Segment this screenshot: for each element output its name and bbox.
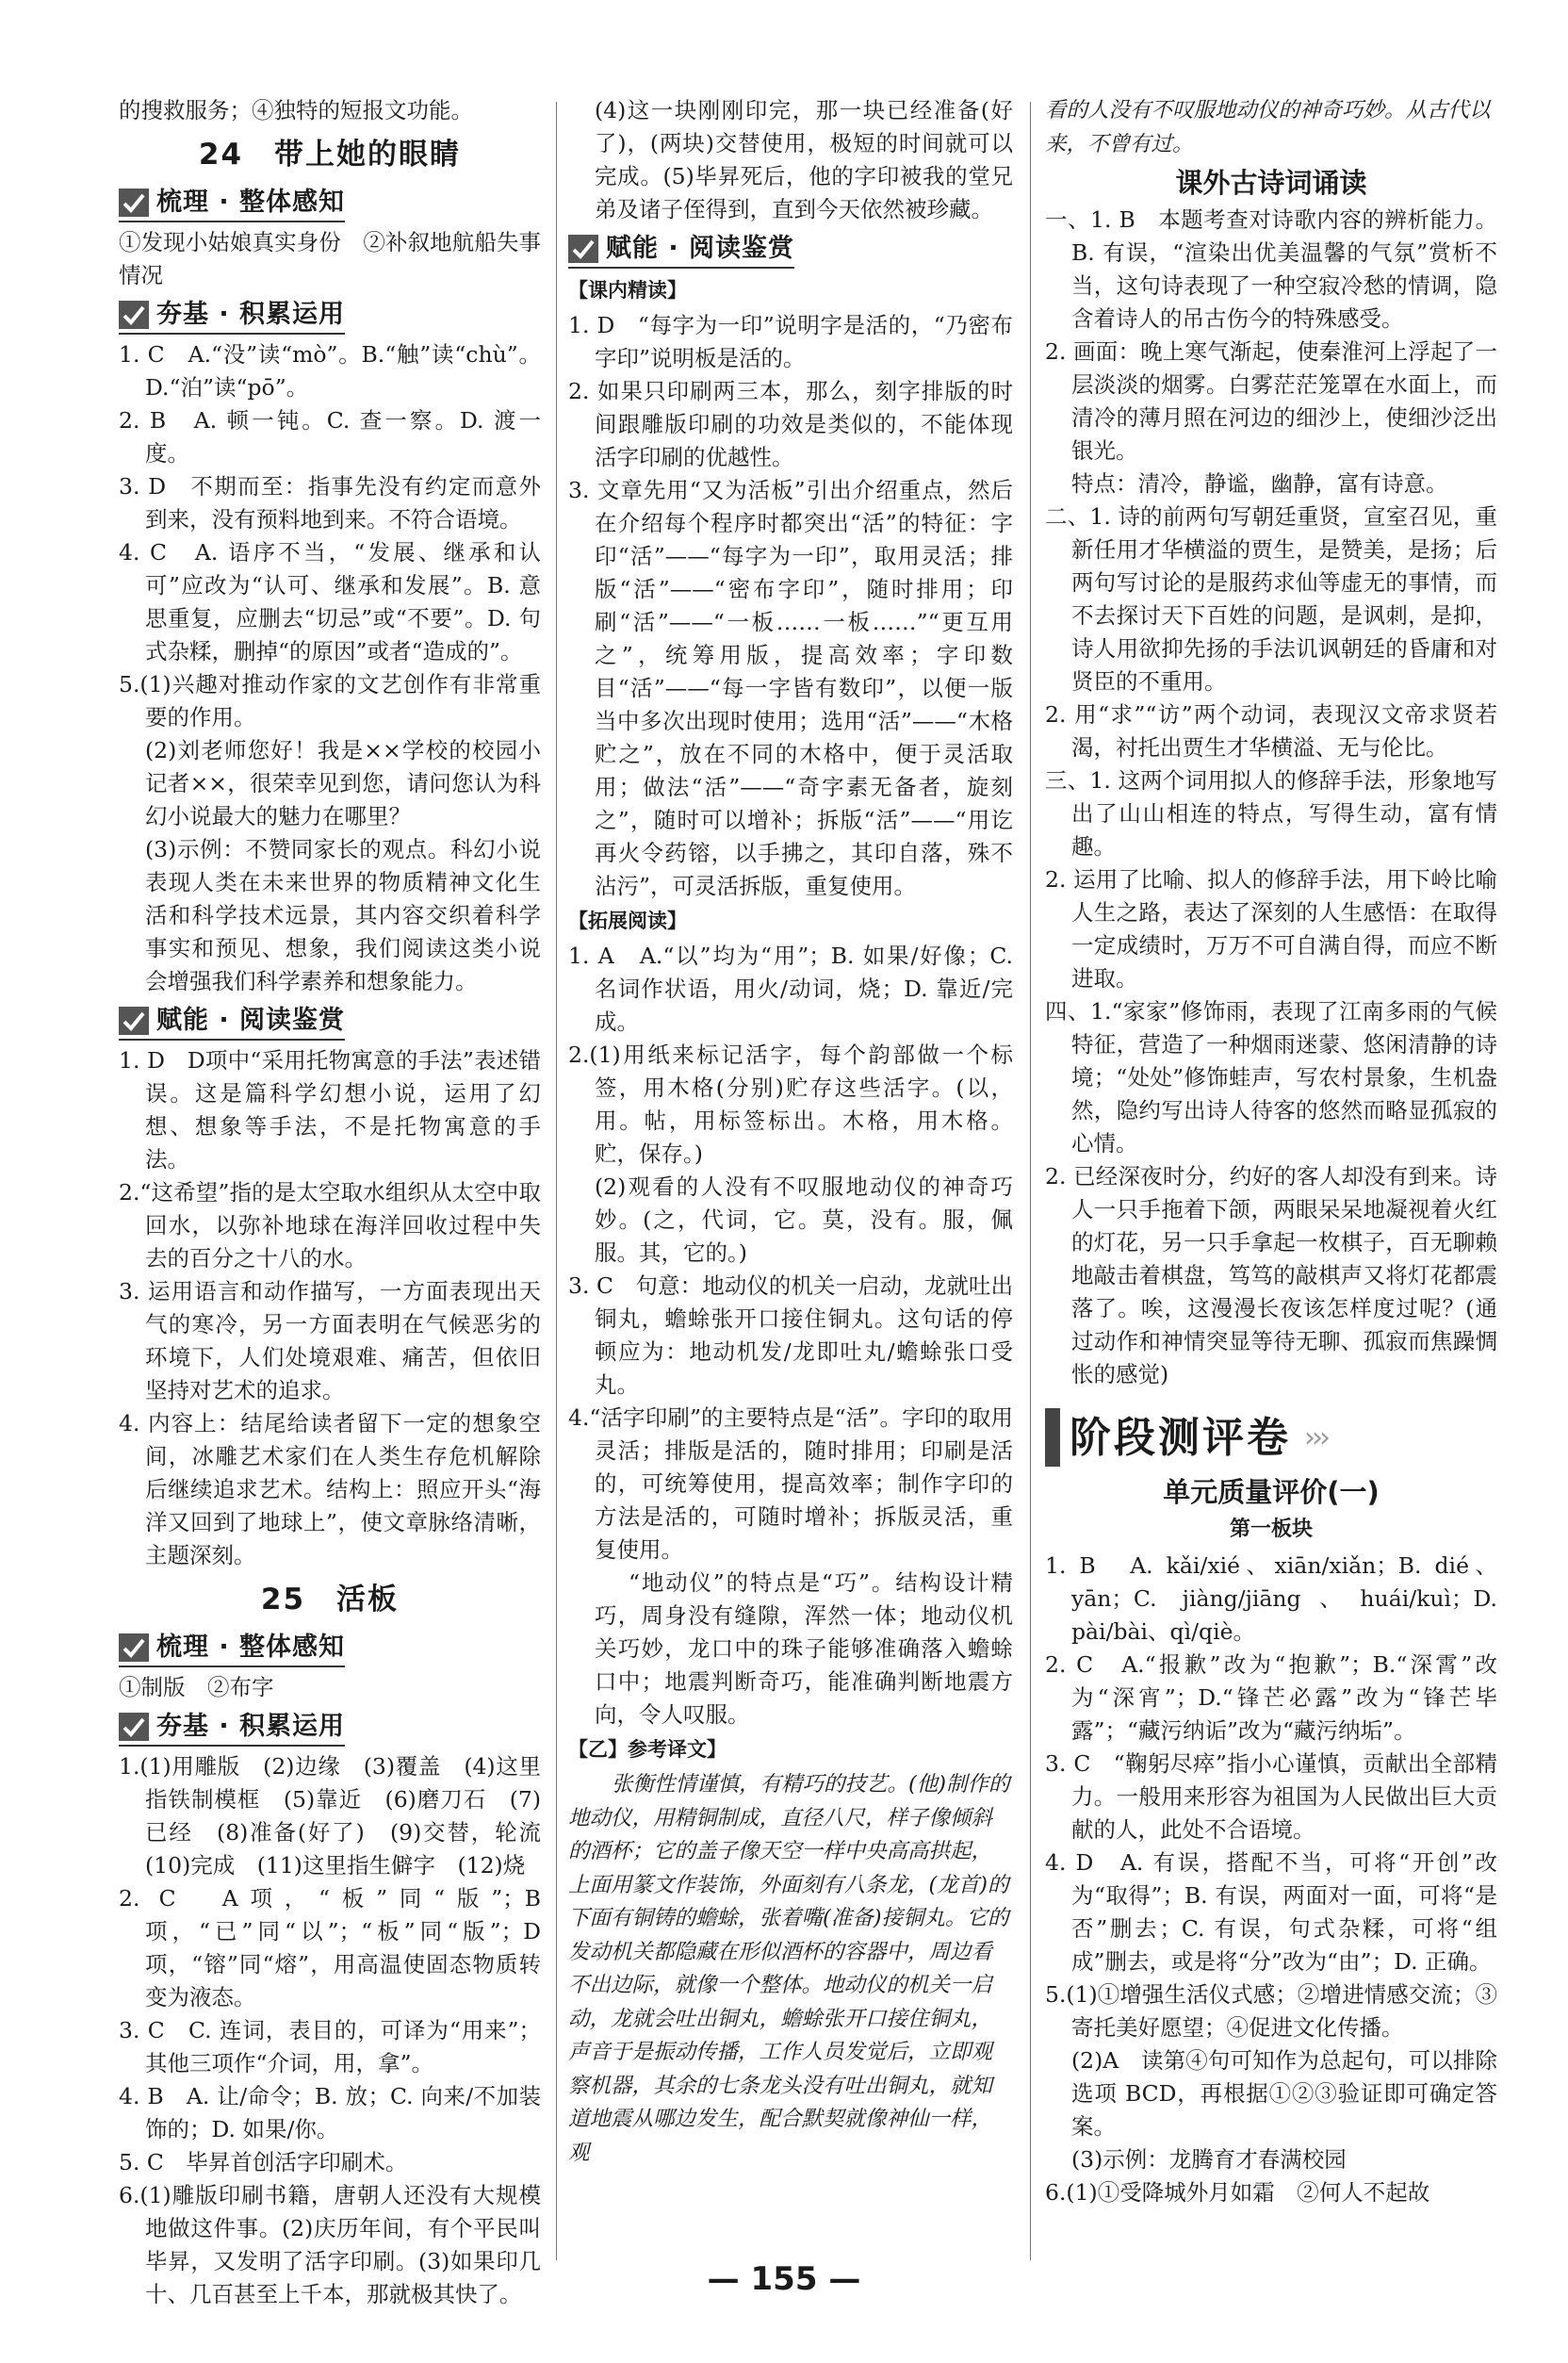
answer-item: 3. C C. 连词，表目的，可译为“用来”；其他三项作“介词，用，拿”。 — [119, 2017, 541, 2076]
section-title: 夯基 · 积累运用 — [156, 1712, 346, 1741]
answer-item: 1. B A. kǎi/xié、xiān/xiǎn；B. dié、yān；C. jiàng/jiāng、huái/kuì；D. pài/bài、qì/qiè。 — [1045, 1552, 1497, 1645]
answer-item: 4. 内容上：结尾给读者留下一定的想象空间，冰雕艺术家们在人类生存危机解除后继续追求艺术。结构上：照应开头“海洋又回到了地球上”，使文章脉络清晰，主题深刻。 — [119, 1410, 541, 1568]
answer-item: 三、1. 这两个词用拟人的修辞手法，形象地写出了山山相连的特点，写得生动，富有情趣。 — [1045, 767, 1497, 860]
answer-item: 2. 如果只印刷两三本，那么，刻字排版的时间跟雕版印刷的功效是类似的，不能体现活字印刷的优越性。 — [568, 378, 1013, 470]
answer-item: 2.(1)用纸来标记活字，每个韵部做一个标签，用木格(分别)贮存这些活字。(以，用。帖，用标签标出。木格，用木格。贮，保存。) — [568, 1042, 1013, 1167]
section-header — [119, 1710, 345, 1747]
subsection-label: 【乙】参考译文】 — [568, 1738, 727, 1761]
answer-item: (4)这一块刚刚印完，那一块已经准备(好了)，(两块)交替使用，极短的时间就可以完成。(5)毕昇死后，他的字印被我的堂兄弟及诸子侄得到，直到今天依然被珍藏。 — [595, 97, 1013, 222]
check-icon — [119, 301, 149, 329]
answer-item: 1. A A.“以”均为“用”；B. 如果/好像；C. 名词作状语，用火/动词，烧；D. 靠近/完成。 — [568, 943, 1013, 1035]
answer-item: 2. 运用了比喻、拟人的修辞手法，用下岭比喻人生之路，表达了深刻的人生感悟：在取得一定成绩时，万万不可自满自得，而应不断进取。 — [1045, 866, 1497, 992]
page-number-value: 155 — [750, 2260, 818, 2298]
answer-item: 5. C 毕昇首创活字印刷术。 — [119, 2149, 408, 2175]
section-heading: 课外古诗词诵读 — [1175, 167, 1367, 199]
answer-item: 4.“活字印刷”的主要特点是“活”。字印的取用灵活；排版是活的，随时排用；印刷是活的，可统筹使用，提高效率；制作字印的方法是活的，可随时增补；拆版灵活，重复使用。 — [568, 1404, 1013, 1563]
check-icon — [119, 1713, 149, 1741]
check-icon — [119, 1633, 149, 1662]
check-icon — [119, 189, 149, 217]
answer-item: 3. C “鞠躬尽瘁”指小心谨慎，贡献出全部精力。一般用来形容为祖国为人民做出巨大贡献的人，此处不合语境。 — [1045, 1750, 1497, 1843]
stage-title: 阶段测评卷 — [1070, 1413, 1291, 1462]
answer-item: (3)示例：不赞同家长的观点。科幻小说表现人类在未来世界的物质精神文化生活和科学技术远景，其内容交织着科学事实和预见、想象，我们阅读这类小说会增强我们科学素养和想象能力。 — [145, 836, 541, 994]
banner-bar — [1045, 1408, 1060, 1467]
answer-item: 6.(1)①受降城外月如霜 ②何人不起故 — [1045, 2179, 1430, 2206]
answer-text: ①制版 ②布字 — [119, 1674, 274, 1700]
answer-item: 2. 已经深夜时分，约好的客人却没有到来。诗人一只手拖着下颌，两眼呆呆地凝视着火红的灯花，另一只手拿起一枚棋子，百无聊赖地敲击着棋盘，笃笃的敲棋声又将灯花都震落了。唉，这漫漫长夜该怎样度过呢？(通过动作和神情突显等待无聊、孤寂而焦躁惆怅的感觉) — [1045, 1163, 1497, 1387]
translation-text: 看的人没有不叹服地动仪的神奇巧妙。从古代以来，不曾有过。 — [1045, 98, 1491, 156]
section-title: 梳理 · 整体感知 — [156, 1633, 346, 1662]
answer-item: (2)观看的人没有不叹服地动仪的神奇巧妙。(之，代词，它。莫，没有。服，佩服。其，它的。) — [595, 1173, 1013, 1266]
answer-item: 一、1. B 本题考查对诗歌内容的辨析能力。B. 有误，“渲染出优美温馨的气氛”赏析不当，这句诗表现了一种空寂冷愁的情调，隐含着诗人的吊古伤今的特殊感受。 — [1045, 206, 1497, 332]
answer-item: 2.“这希望”指的是太空取水组织从太空中取回水，以弥补地球在海洋回收过程中失去的百分之十八的水。 — [119, 1179, 541, 1272]
block-title: 第一板块 — [1229, 1518, 1313, 1541]
answer-item: 3. 文章先用“又为活板”引出介绍重点，然后在介绍每个程序时都突出“活”的特征：字印“活”——“每字为一印”，取用灵活；排版“活”——“密布字印”，随时排用；印刷“活”——“一板……一板……”“更互用之”，统筹用版，提高效率；字印数目“活”——“每一字皆有数印”，以便一版当中多次出现时使用；选用“活”——“木格贮之”，放在不同的木格中，便于灵活取用；做法“活”——“奇字素无备者，旋刻之”，随时可以增补；拆版“活”——“用讫再火令药镕，以手拂之，其印自落，殊不沾污”，可灵活拆版，重复使用。 — [568, 477, 1013, 899]
column-divider — [556, 102, 557, 2260]
answer-item: 特点：清冷，静谧，幽静，富有诗意。 — [1071, 470, 1448, 497]
answer-item: (2)A 读第④句可知作为总起句，可以排除选项 BCD，再根据①②③验证即可确定答案。 — [1071, 2047, 1497, 2140]
chevron-right-icon: ››› — [1304, 1420, 1327, 1454]
stage-banner — [1045, 1408, 1497, 1467]
answer-item: 2. B A. 顿一钝。C. 查一察。D. 渡一度。 — [119, 407, 541, 467]
column-left — [119, 94, 564, 2311]
answer-item: 4. D A. 有误，搭配不当，可将“开创”改为“取得”；B. 有误，两面对一面，可将“是否”删去；C. 有误，句式杂糅，可将“组成”删去，或是将“分”改为“由”；D. 正确。 — [1045, 1849, 1497, 1975]
unit-title: 单元质量评价(一) — [1163, 1476, 1380, 1508]
section-title: 梳理 · 整体感知 — [156, 188, 346, 217]
answer-item: 5.(1)①增强生活仪式感；②增进情感交流；③寄托美好愿望；④促进文化传播。 — [1045, 1981, 1497, 2041]
section-header — [119, 1631, 345, 1667]
answer-item: 2. 用“求”“访”两个动词，表现汉文帝求贤若渴，衬托出贾生才华横溢、无与伦比。 — [1045, 701, 1497, 761]
answer-item: 2. C A项，“板”同“版”；B项，“已”同“以”；“板”同“版”；D项，“镕”同“熔”，用高温使固态物质转变为液态。 — [119, 1885, 541, 2010]
section-title: 夯基 · 积累运用 — [156, 300, 346, 329]
lesson-title: 25 活板 — [260, 1583, 400, 1616]
section-header — [119, 1004, 345, 1041]
answer-item: 3. D 不期而至：指事先没有约定而意外到来，没有预料地到来。不符合语境。 — [119, 473, 541, 533]
answer-item: “地动仪”的特点是“巧”。结构设计精巧，周身没有缝隙，浑然一体；地动仪机关巧妙，龙口中的珠子能够准确落入蟾蜍口中；地震判断奇巧，能准确判断地震方向，令人叹服。 — [595, 1569, 1013, 1728]
answer-item: 1.(1)用雕版 (2)边缘 (3)覆盖 (4)这里指铁制模框 (5)靠近 (6)磨刀石 (7)已经 (8)准备(好了) (9)交替，轮流 (10)完成 (11)这里指生僻字 (12)烧 — [119, 1753, 564, 1879]
answer-item: 1. D D项中“采用托物寓意的手法”表述错误。这是篇科学幻想小说，运用了幻想、想象等手法，不是托物寓意的手法。 — [119, 1047, 541, 1173]
answer-text: 的搜救服务；④独特的短报文功能。 — [119, 97, 473, 123]
check-icon — [119, 1007, 149, 1035]
answer-item: 二、1. 诗的前两句写朝廷重贤，宣室召见，重新任用才华横溢的贾生，是赞美，是扬；后两句写讨论的是服药求仙等虚无的事情，而不去探讨天下百姓的问题，是讽刺，是抑，诗人用欲抑先扬的手法讥讽朝廷的昏庸和对贤臣的不重用。 — [1045, 503, 1497, 695]
answer-item: 4. C A. 语序不当，“发展、继承和认可”应改为“认可、继承和发展”。B. 意思重复，应删去“切忌”或“不要”。D. 句式杂糅，删掉“的原因”或者“造成的”。 — [119, 539, 541, 665]
section-title: 赋能 · 阅读鉴赏 — [156, 1006, 346, 1035]
answer-item: 3. 运用语言和动作描写，一方面表现出天气的寒冷，另一方面表明在气候恶劣的环境下，人们处境艰难、痛苦，但依旧坚持对艺术的追求。 — [119, 1278, 541, 1403]
column-middle — [568, 94, 1013, 2170]
section-header — [119, 186, 345, 222]
page-number: — 155 — — [707, 2260, 861, 2298]
section-title: 赋能 · 阅读鉴赏 — [606, 234, 795, 263]
section-header — [568, 232, 794, 269]
answer-item: 四、1.“家家”修饰雨，表现了江南多雨的气候特征，营造了一种烟雨迷蒙、悠闲清静的诗境；“处处”修饰蛙声，写农村景象，生机盎然，隐约写出诗人待客的悠然而略显孤寂的心情。 — [1045, 998, 1497, 1157]
answer-item: (3)示例：龙腾育才春满校园 — [1071, 2146, 1347, 2173]
answer-item: 2. 画面：晚上寒气渐起，使秦淮河上浮起了一层淡淡的烟雾。白雾茫茫笼罩在水面上，而清冷的薄月照在河边的细沙上，使细沙泛出银光。 — [1045, 338, 1497, 464]
answer-item: 2. C A.“报歉”改为“抱歉”；B.“深霄”改为“深宵”；D.“锋芒必露”改为“锋芒毕露”；“藏污纳诟”改为“藏污纳垢”。 — [1045, 1651, 1497, 1744]
answer-text: ①发现小姑娘真实身份 ②补叙地航船失事情况 — [119, 229, 541, 288]
section-header — [119, 298, 345, 335]
lesson-title: 24 带上她的眼睛 — [198, 138, 462, 172]
column-divider — [1030, 102, 1031, 2260]
answer-item: 6.(1)雕版印刷书籍，唐朝人还没有大规模地做这件事。(2)庆历年间，有个平民叫毕昇，又发明了活字印刷。(3)如果印几十、几百甚至上千本，那就极其快了。 — [119, 2182, 541, 2307]
subsection-label: 【课内精读】 — [568, 279, 687, 302]
answer-item: 5.(1)兴趣对推动作家的文艺创作有非常重要的作用。 — [119, 671, 541, 730]
answer-item: 4. B A. 让/命令；B. 放；C. 向来/不加装饰的；D. 如果/你。 — [119, 2083, 541, 2142]
translation-text: 张衡性情谨慎，有精巧的技艺。(他)制作的地动仪，用精铜制成，直径八尺，样子像倾斜的酒杯；它的盖子像天空一样中央高高拱起，上面用篆文作装饰，外面刻有八条龙，(龙首)的下面有铜铸的蟾蜍，张着嘴(准备)接铜丸。它的发动机关都隐藏在形似酒杯的容器中，周边看不出边际，就像一个整体。地动仪的机关一启动，龙就会吐出铜丸，蟾蜍张开口接住铜丸，声音于是振动传播，工作人员发觉后，立即观察机器，其余的七条龙头没有吐出铜丸，就知道地震从哪边发生，配合默契就像神仙一样，观 — [568, 1772, 1010, 2165]
column-right — [1045, 94, 1497, 2209]
answer-item: 1. D “每字为一印”说明字是活的，“乃密布字印”说明板是活的。 — [568, 312, 1013, 371]
subsection-label: 【拓展阅读】 — [568, 910, 687, 932]
answer-item: 3. C 句意：地动仪的机关一启动，龙就吐出铜丸，蟾蜍张开口接住铜丸。这句话的停顿应为：地动机发/龙即吐丸/蟾蜍张口受丸。 — [568, 1272, 1013, 1398]
answer-item: (2)刘老师您好！我是××学校的校园小记者××，很荣幸见到您，请问您认为科幻小说最大的魅力在哪里？ — [145, 737, 541, 829]
answer-item: 1. C A.“没”读“mò”。B.“触”读“chù”。D.“泊”读“pō”。 — [119, 341, 541, 401]
check-icon — [568, 235, 598, 263]
